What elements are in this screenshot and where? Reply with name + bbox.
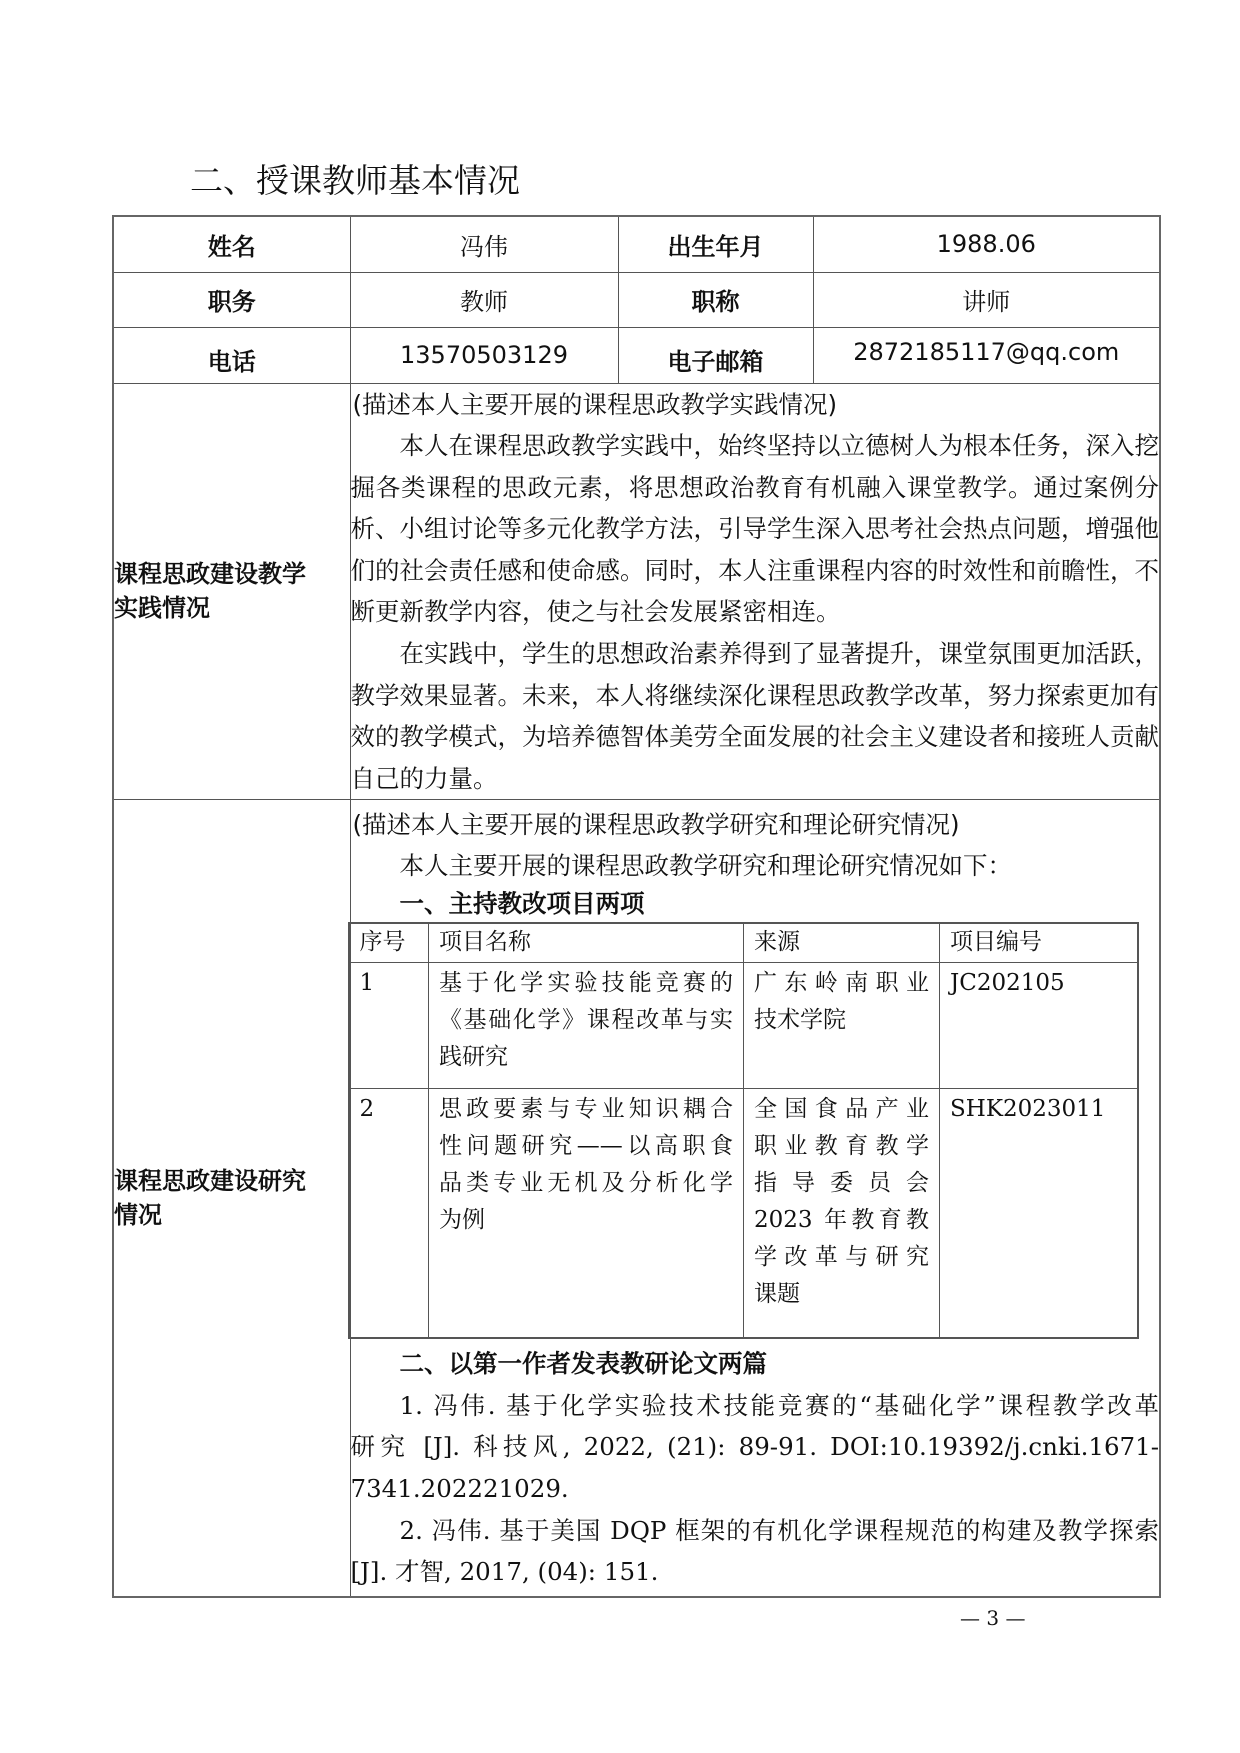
practice-desc: (描述本人主要开展的课程思政教学实践情况) [352,389,838,419]
project-source [744,1088,940,1338]
practice-content [350,383,1160,800]
birth-value: 1988.06 [813,216,1160,272]
project-source [744,962,940,1088]
project-no: 2 [349,1088,429,1338]
project-name [429,962,744,1088]
paper-line: 2. 冯伟. 基于美国 DQP 框架的有机化学课程规范的构建及教学探索 [399,1515,1159,1545]
position-value: 教师 [350,272,618,327]
project-code: JC202105 [940,962,1138,1088]
title-label: 职称 [618,272,813,327]
project-source-line: 全国食品产业 [754,1095,929,1122]
paper-line: 7341.202221029. [350,1474,569,1504]
practice-paragraph: 在实践中，学生的思想政治素养得到了显著提升，课堂氛围更加活跃，教学效果显著。未来，本人将继续深化课程思政教学改革，努力探索更加有效的教学模式，为培养德智体美劳全面发展的社会主义建设者和接班人贡献自己的力量。 [350,639,1159,793]
info-row [113,216,1160,272]
papers-heading: 二、以第一作者发表教研论文两篇 [399,1349,767,1379]
research-intro: 本人主要开展的课程思政教学研究和理论研究情况如下： [399,851,1012,881]
project-source-line: 指导委员会 [754,1169,929,1196]
research-desc: (描述本人主要开展的课程思政教学研究和理论研究情况) [352,809,960,839]
table-row [349,962,1138,1088]
table-row [349,1088,1138,1338]
project-source-line: 学改革与研究 [754,1243,929,1270]
project-name-line: 《基础化学》课程改革与实 [439,1006,733,1033]
projects-heading: 一、主持教改项目两项 [399,888,645,918]
header-name: 项目名称 [429,923,744,963]
practice-row [113,383,1160,800]
phone-label: 电话 [113,327,350,383]
email-label: 电子邮箱 [618,327,813,383]
project-source-line: 课题 [754,1280,800,1307]
section-title: 二、授课教师基本情况 [190,161,520,200]
projects-table [348,922,1139,1340]
paper-line: [J]. 才智, 2017, (04): 151. [350,1557,659,1587]
header-no: 序号 [349,923,429,963]
project-name-line: 践研究 [439,1043,508,1070]
research-row [113,800,1160,1597]
research-label: 课程思政建设研究情况 [114,1167,306,1230]
paper-item [351,1385,1160,1510]
paper-line: 1. 冯伟. 基于化学实验技术技能竞赛的“基础化学”课程教学改革 [399,1390,1159,1420]
paper-item [351,1510,1160,1593]
project-source-line: 广东岭南职业 [754,969,929,996]
research-content [350,800,1160,1597]
project-source-line: 职业教育教学 [754,1132,929,1159]
email-value: 2872185117@qq.com [813,327,1160,383]
practice-paragraph: 本人在课程思政教学实践中，始终坚持以立德树人为根本任务，深入挖掘各类课程的思政元素，将思想政治教育有机融入课堂教学。通过案例分析、小组讨论等多元化教学方法，引导学生深入思考社会热点问题，增强他们的社会责任感和使命感。同时，本人注重课程内容的时效性和前瞻性，不断更新教学内容，使之与社会发展紧密相连。 [350,431,1159,627]
project-no: 1 [349,962,429,1088]
name-value: 冯伟 [350,216,618,272]
name-label: 姓名 [113,216,350,272]
page-number: — 3 — [960,1606,1026,1630]
project-name-line: 性问题研究——以高职食 [439,1132,733,1159]
header-code: 项目编号 [940,923,1138,963]
birth-label: 出生年月 [618,216,813,272]
info-row [113,272,1160,327]
project-name-line: 基于化学实验技能竞赛的 [439,969,733,996]
projects-header-row [349,923,1138,963]
info-row [113,327,1160,383]
project-code: SHK2023011 [940,1088,1138,1338]
project-source-line: 2023 年教育教 [754,1206,929,1233]
project-source-line: 技术学院 [754,1006,846,1033]
title-value: 讲师 [813,272,1160,327]
practice-label-cell [113,383,350,800]
header-source: 来源 [744,923,940,963]
paper-line: 研究 [J]. 科技风, 2022, (21): 89-91. DOI:10.19392/j.cnki.1671- [350,1432,1159,1462]
project-name-line: 为例 [439,1206,485,1233]
teacher-info-table [112,215,1161,1598]
project-name-line: 思政要素与专业知识耦合 [439,1095,733,1122]
phone-value: 13570503129 [350,327,618,383]
project-name [429,1088,744,1338]
project-name-line: 品类专业无机及分析化学 [439,1169,733,1196]
practice-label: 课程思政建设教学实践情况 [114,560,306,623]
position-label: 职务 [113,272,350,327]
research-label-cell [113,800,350,1597]
